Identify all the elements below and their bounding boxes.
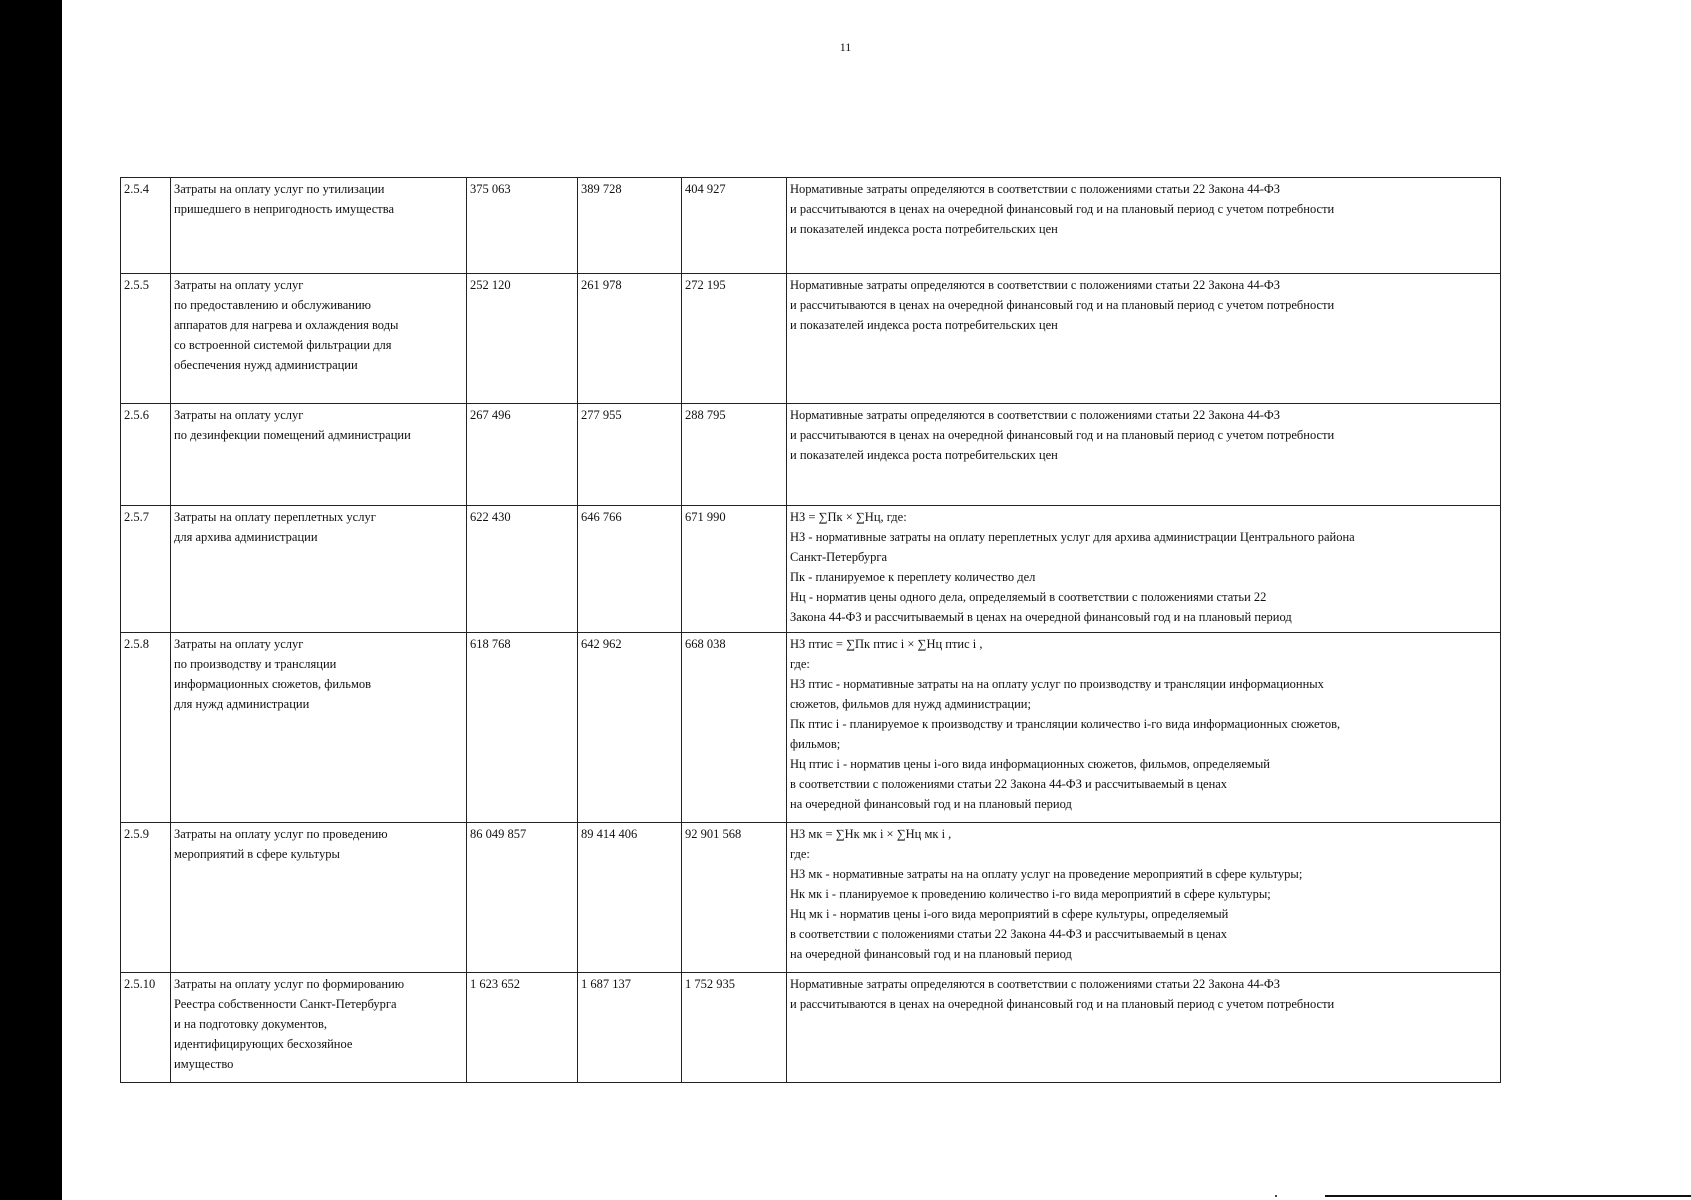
row-value-1: 622 430 bbox=[467, 506, 578, 633]
page-number: 11 bbox=[839, 40, 852, 54]
table-row bbox=[121, 506, 1501, 633]
row-note: НЗ = ∑Пк × ∑Нц, где: НЗ - нормативные затраты на оплату переплетных услуг для архива администрации Центрального района Санкт-Петербурга Пк - планируемое к переплету количество дел Нц - норматив цены одного дела, определяемый в соответствии с положениями статьи 22 Закона 44-ФЗ и рассчитываемый в ценах на очередной финансовый год и на плановый период bbox=[787, 506, 1501, 633]
row-name: Затраты на оплату услуг по проведению мероприятий в сфере культуры bbox=[171, 823, 467, 973]
row-value-1: 618 768 bbox=[467, 633, 578, 823]
cost-table bbox=[120, 177, 1501, 1083]
row-code: 2.5.4 bbox=[121, 178, 171, 274]
row-value-3: 92 901 568 bbox=[682, 823, 787, 973]
table-row bbox=[121, 404, 1501, 506]
row-value-1: 267 496 bbox=[467, 404, 578, 506]
row-value-3: 288 795 bbox=[682, 404, 787, 506]
table-row bbox=[121, 633, 1501, 823]
table-row bbox=[121, 823, 1501, 973]
row-note: Нормативные затраты определяются в соответствии с положениями статьи 22 Закона 44-ФЗ и рассчитываются в ценах на очередной финансовый год и на плановый период с учетом потребности bbox=[787, 973, 1501, 1083]
row-code: 2.5.10 bbox=[121, 973, 171, 1083]
table-row bbox=[121, 973, 1501, 1083]
row-value-1: 252 120 bbox=[467, 274, 578, 404]
row-note: Нормативные затраты определяются в соответствии с положениями статьи 22 Закона 44-ФЗ и рассчитываются в ценах на очередной финансовый год и на плановый период с учетом потребности и показателей индекса роста потребительских цен bbox=[787, 178, 1501, 274]
row-value-3: 272 195 bbox=[682, 274, 787, 404]
scan-bottom-line bbox=[1325, 1195, 1691, 1197]
row-note: Нормативные затраты определяются в соответствии с положениями статьи 22 Закона 44-ФЗ и рассчитываются в ценах на очередной финансовый год и на плановый период с учетом потребности и показателей индекса роста потребительских цен bbox=[787, 404, 1501, 506]
row-code: 2.5.5 bbox=[121, 274, 171, 404]
row-code: 2.5.6 bbox=[121, 404, 171, 506]
row-value-2: 389 728 bbox=[578, 178, 682, 274]
row-name: Затраты на оплату услуг по формированию Реестра собственности Санкт-Петербурга и на подготовку документов, идентифицирующих бесхозяйное имущество bbox=[171, 973, 467, 1083]
row-value-3: 668 038 bbox=[682, 633, 787, 823]
scan-left-edge bbox=[0, 0, 62, 1200]
scan-mark bbox=[1275, 1195, 1277, 1197]
row-note: НЗ птис = ∑Пк птис i × ∑Нц птис i , где: НЗ птис - нормативные затраты на на оплату услуг по производству и трансляции информационных сюжетов, фильмов для нужд администрации; Пк птис i - планируемое к производству и трансляции количество i-го вида информационных сюжетов, фильмов; Нц птис i - норматив цены i-ого вида информационных сюжетов, фильмов, определяемый в соответствии с положениями статьи 22 Закона 44-ФЗ и рассчитываемый в ценах на очередной финансовый год и на плановый период bbox=[787, 633, 1501, 823]
row-value-3: 671 990 bbox=[682, 506, 787, 633]
row-value-2: 261 978 bbox=[578, 274, 682, 404]
row-code: 2.5.8 bbox=[121, 633, 171, 823]
row-value-2: 277 955 bbox=[578, 404, 682, 506]
row-name: Затраты на оплату переплетных услуг для архива администрации bbox=[171, 506, 467, 633]
row-value-1: 1 623 652 bbox=[467, 973, 578, 1083]
row-name: Затраты на оплату услуг по предоставлению и обслуживанию аппаратов для нагрева и охлаждения воды со встроенной системой фильтрации для обеспечения нужд администрации bbox=[171, 274, 467, 404]
row-value-2: 642 962 bbox=[578, 633, 682, 823]
row-value-3: 404 927 bbox=[682, 178, 787, 274]
row-name: Затраты на оплату услуг по дезинфекции помещений администрации bbox=[171, 404, 467, 506]
row-note: НЗ мк = ∑Нк мк i × ∑Нц мк i , где: НЗ мк - нормативные затраты на на оплату услуг на проведение мероприятий в сфере культуры; Нк мк i - планируемое к проведению количество i-го вида мероприятий в сфере культуры; Нц мк i - норматив цены i-ого вида мероприятий в сфере культуры, определяемый в соответствии с положениями статьи 22 Закона 44-ФЗ и рассчитываемый в ценах на очередной финансовый год и на плановый период bbox=[787, 823, 1501, 973]
row-value-2: 89 414 406 bbox=[578, 823, 682, 973]
row-value-2: 646 766 bbox=[578, 506, 682, 633]
row-name: Затраты на оплату услуг по производству и трансляции информационных сюжетов, фильмов для нужд администрации bbox=[171, 633, 467, 823]
table-row bbox=[121, 274, 1501, 404]
row-name: Затраты на оплату услуг по утилизации пришедшего в непригодность имущества bbox=[171, 178, 467, 274]
row-code: 2.5.9 bbox=[121, 823, 171, 973]
row-value-2: 1 687 137 bbox=[578, 973, 682, 1083]
row-note: Нормативные затраты определяются в соответствии с положениями статьи 22 Закона 44-ФЗ и рассчитываются в ценах на очередной финансовый год и на плановый период с учетом потребности и показателей индекса роста потребительских цен bbox=[787, 274, 1501, 404]
row-value-3: 1 752 935 bbox=[682, 973, 787, 1083]
table-row bbox=[121, 178, 1501, 274]
row-value-1: 86 049 857 bbox=[467, 823, 578, 973]
row-code: 2.5.7 bbox=[121, 506, 171, 633]
row-value-1: 375 063 bbox=[467, 178, 578, 274]
